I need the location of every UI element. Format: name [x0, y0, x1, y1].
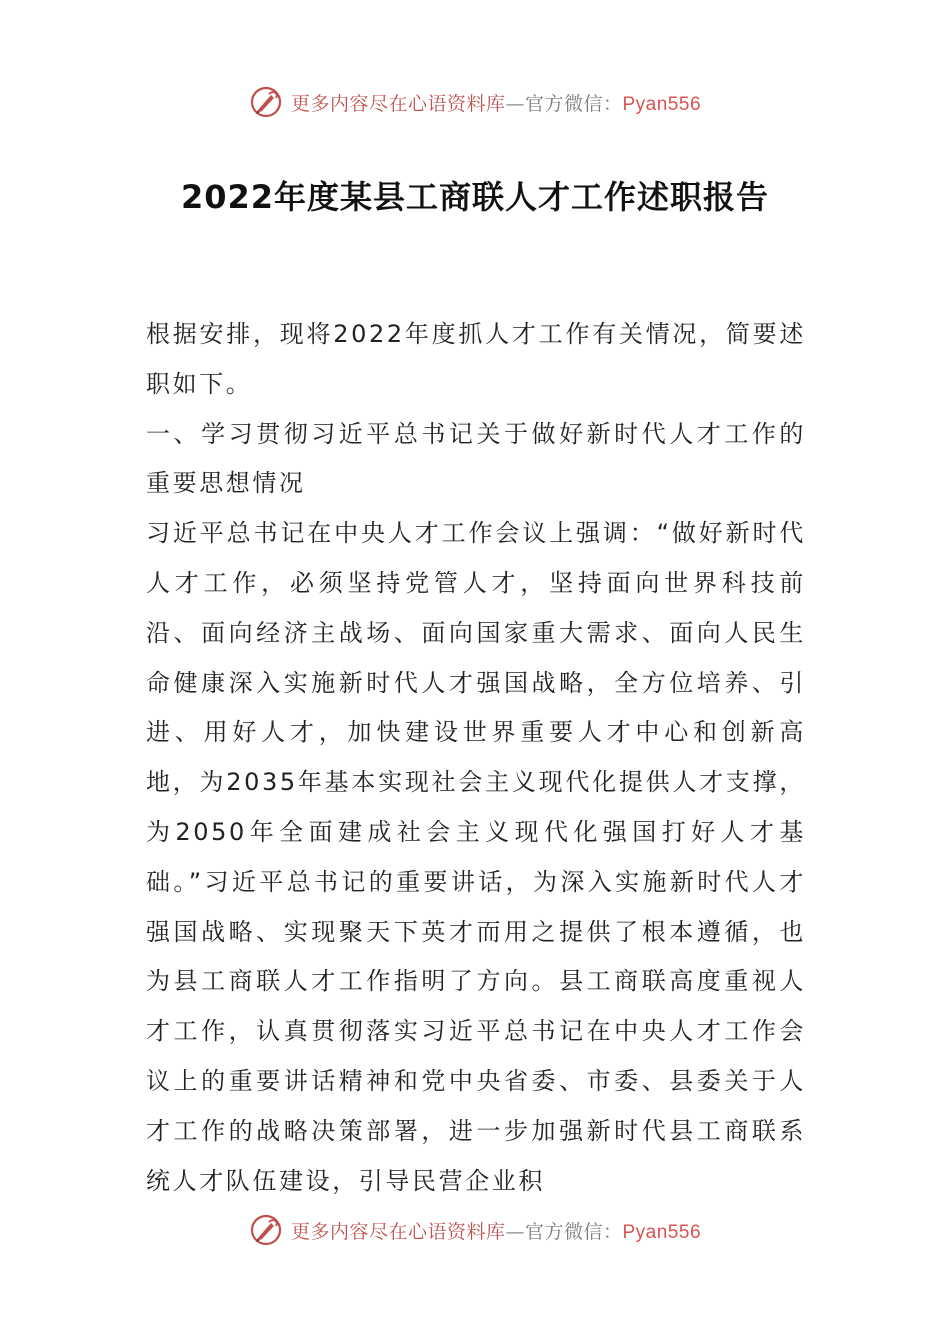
- banner-slogan: 更多内容尽在心语资料库: [290, 92, 506, 115]
- banner-wechat-label: 官方微信：: [524, 92, 623, 115]
- paragraph-intro: 根据安排，现将2022年度抓人才工作有关情况，简要述职如下。: [146, 320, 806, 398]
- banner-text: [291, 1217, 701, 1244]
- banner-wechat-id: Pyan556: [622, 93, 702, 115]
- document-title: 2022年度某县工商联人才工作述职报告: [180, 178, 770, 216]
- banner-wechat-label: 官方微信：: [524, 1220, 623, 1243]
- banner-separator: —: [505, 1220, 525, 1243]
- document-body: [146, 310, 806, 1206]
- banner-wechat-id: Pyan556: [622, 1221, 702, 1243]
- banner-slogan: 更多内容尽在心语资料库: [290, 1220, 506, 1243]
- paragraph-main: 习近平总书记在中央人才工作会议上强调：“做好新时代人才工作，必须坚持党管人才，坚持面向世界科技前沿、面向经济主战场、面向国家重大需求、面向人民生命健康深入实施新时代人才强国战略，全方位培养、引进、用好人才，加快建设世界重要人才中心和创新高地，为2035年基本实现社会主义现代化提供人才支撑，为2050年全面建成社会主义现代化强国打好人才基础。”习近平总书记的重要讲话，为深入实施新时代人才强国战略、实现聚天下英才而用之提供了根本遵循，也为县工商联人才工作指明了方向。县工商联高度重视人才工作，认真贯彻落实习近平总书记在中央人才工作会议上的重要讲话精神和党中央省委、市委、县委关于人才工作的战略决策部署，进一步加强新时代县工商联系统人才队伍建设，引导民营企业积: [146, 519, 806, 1195]
- banner-text: [291, 89, 701, 116]
- footer-banner: [0, 1208, 950, 1252]
- pen-logo-icon: [249, 1213, 283, 1247]
- header-banner: [0, 80, 950, 124]
- pen-logo-icon: [249, 85, 283, 119]
- banner-separator: —: [505, 92, 525, 115]
- paragraph-section-heading: 一、学习贯彻习近平总书记关于做好新时代人才工作的重要思想情况: [146, 419, 806, 498]
